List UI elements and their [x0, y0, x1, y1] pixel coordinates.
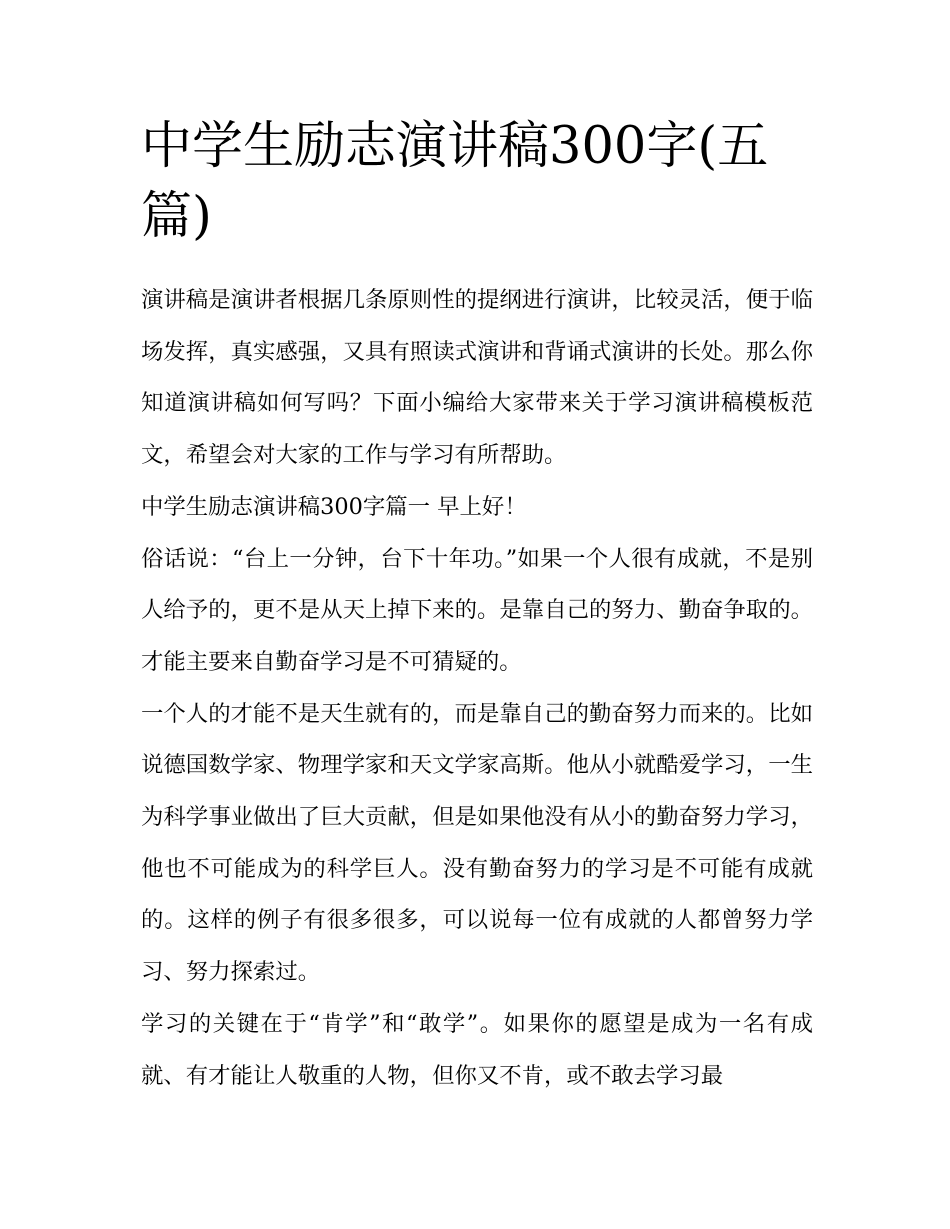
paragraph-gauss-example: 一个人的才能不是天生就有的，而是靠自己的勤奋努力而来的。比如说德国数学家、物理学家和天文学家高斯。他从小就酷爱学习，一生为科学事业做出了巨大贡献，但是如果他没有从小的勤奋努力学习，他也不可能成为的科学巨人。没有勤奋努力的学习是不可能有成就的。这样的例子有很多很多，可以说每一位有成就的人都曾努力学习、努力探索过。 [141, 700, 813, 986]
paragraph-intro: 演讲稿是演讲者根据几条原则性的提纲进行演讲，比较灵活，便于临场发挥，真实感强，又具有照读式演讲和背诵式演讲的长处。那么你知道演讲稿如何写吗？下面小编给大家带来关于学习演讲稿模板范文，希望会对大家的工作与学习有所帮助。 [141, 287, 813, 469]
document-body [141, 275, 813, 1102]
document-page [141, 112, 813, 1102]
document-title: 中学生励志演讲稿300字(五篇) [141, 117, 769, 246]
paragraph-section-heading: 中学生励志演讲稿300字篇一 早上好！ [141, 493, 527, 520]
paragraph-key-to-learning: 学习的关键在于“肯学”和“敢学”。如果你的愿望是成为一名有成就、有才能让人敬重的人物，但你又不肯，或不敢去学习最 [141, 1010, 813, 1089]
paragraph-proverb: 俗话说：“台上一分钟，台下十年功。”如果一个人很有成就，不是别人给予的，更不是从天上掉下来的。是靠自己的努力、勤奋争取的。才能主要来自勤奋学习是不可猜疑的。 [141, 545, 813, 675]
